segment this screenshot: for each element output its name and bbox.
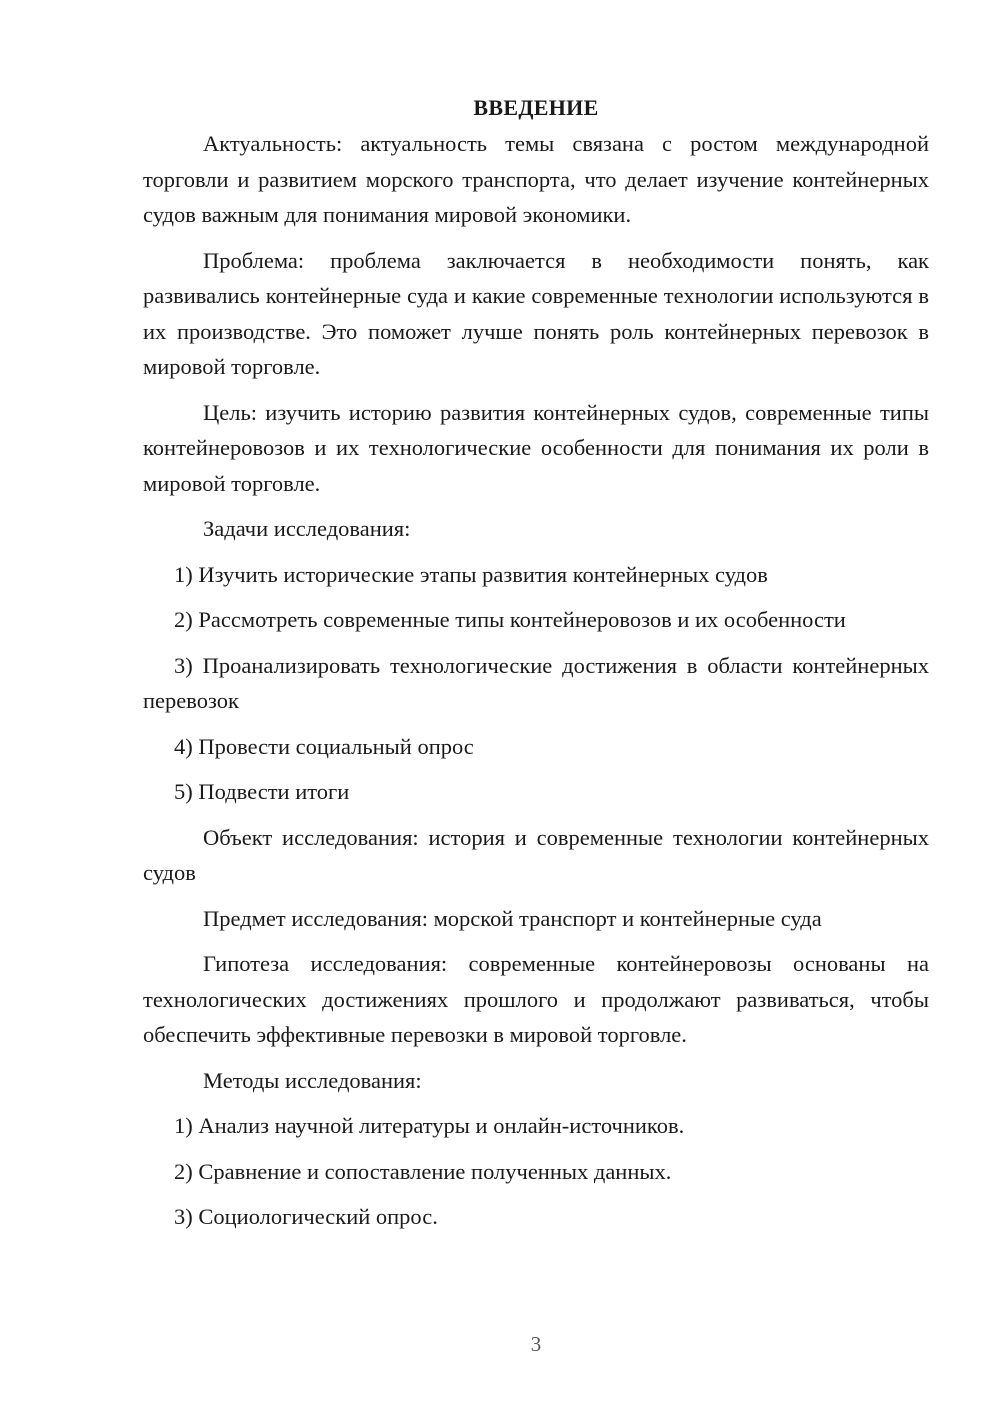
method-item-1: 1) Анализ научной литературы и онлайн-источников. [174, 1113, 685, 1138]
task-item-4: 4) Провести социальный опрос [174, 733, 474, 759]
page-number: 3 [530, 1332, 542, 1356]
method-item-2: 2) Сравнение и сопоставление полученных данных. [174, 1158, 672, 1184]
object-paragraph: Объект исследования: история и современные технологии контейнерных судов [143, 824, 929, 885]
relevance-paragraph: Актуальность: актуальность темы связана с ростом международной торговли и развитием морского транспорта, что делает изучение контейнерных судов важным для понимания мировой экономики. [143, 131, 929, 227]
method-item-3: 3) Социологический опрос. [174, 1204, 438, 1229]
methods-heading: Методы исследования: [203, 1067, 422, 1093]
task-item-5: 5) Подвести итоги [174, 779, 350, 804]
tasks-heading: Задачи исследования: [203, 516, 411, 541]
task-item-1: 1) Изучить исторические этапы развития контейнерных судов [174, 561, 768, 587]
section-title: ВВЕДЕНИЕ [473, 95, 599, 120]
problem-paragraph: Проблема: проблема заключается в необходимости понять, как развивались контейнерные суда и какие современные технологии используются в их производстве. Это поможет лучше понять роль контейнерных перевозок в мировой торговле. [143, 247, 929, 379]
task-item-2: 2) Рассмотреть современные типы контейнеровозов и их особенности [174, 607, 846, 632]
task-item-3: 3) Проанализировать технологические достижения в области контейнерных перевозок [143, 652, 929, 713]
hypothesis-paragraph: Гипотеза исследования: современные контейнеровозы основаны на технологических достижениях прошлого и продолжают развиваться, чтобы обеспечить эффективные перевозки в мировой торговле. [143, 951, 929, 1047]
page-content [143, 92, 929, 1245]
goal-paragraph: Цель: изучить историю развития контейнерных судов, современные типы контейнеровозов и их технологические особенности для понимания их роли в мировой торговле. [143, 399, 929, 496]
subject-paragraph: Предмет исследования: морской транспорт и контейнерные суда [203, 905, 822, 931]
